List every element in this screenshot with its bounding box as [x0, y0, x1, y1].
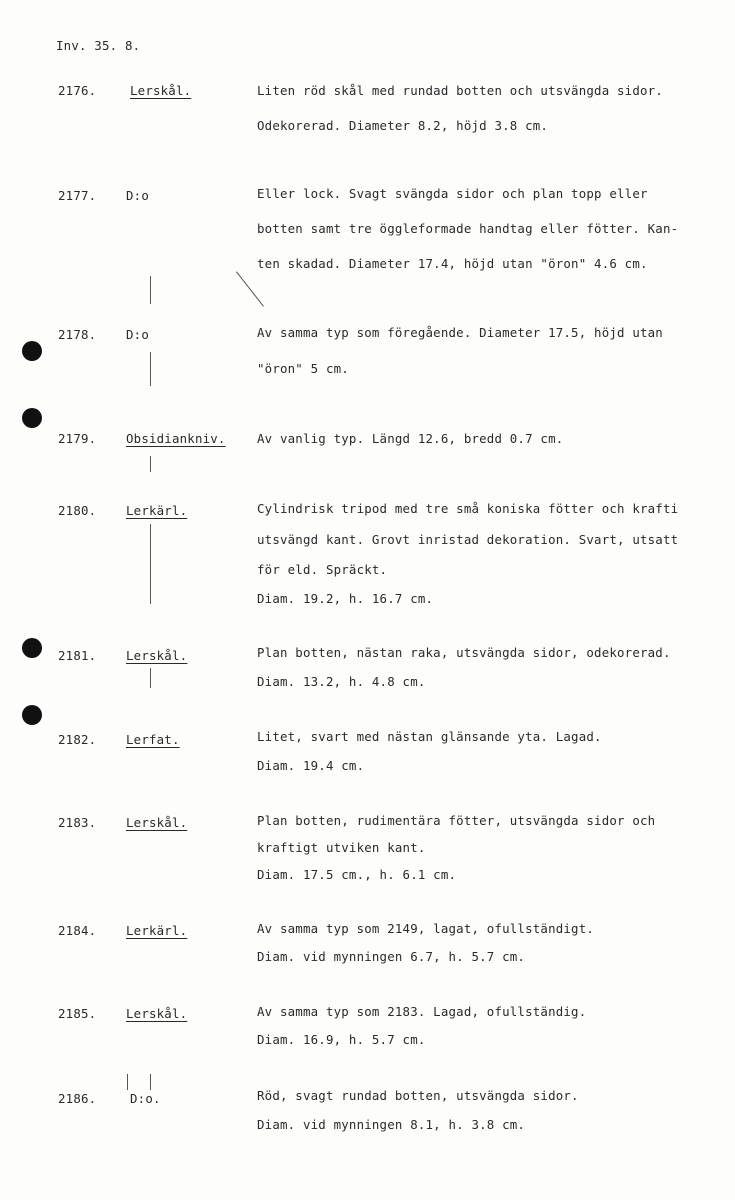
- entry-number: 2177.: [58, 188, 97, 203]
- entry-desc-line: Odekorerad. Diameter 8.2, höjd 3.8 cm.: [257, 118, 549, 133]
- entry-desc-line: kraftigt utviken kant.: [257, 840, 426, 855]
- entry-number: 2183.: [58, 815, 97, 830]
- pencil-mark: [150, 668, 151, 688]
- entry-desc-line: Plan botten, nästan raka, utsvängda sidor, odekorerad.: [257, 645, 671, 660]
- entry-name: D:o.: [130, 1091, 161, 1106]
- entry-number: 2182.: [58, 732, 97, 747]
- entry-number: 2179.: [58, 431, 97, 446]
- entry-desc-line: "öron" 5 cm.: [257, 361, 349, 376]
- punch-hole: [22, 341, 42, 361]
- entry-name: Lerskål.: [126, 648, 188, 663]
- entry-desc-line: Plan botten, rudimentära fötter, utsvängda sidor och: [257, 813, 656, 828]
- entry-name: Obsidiankniv.: [126, 431, 226, 446]
- entry-number: 2176.: [58, 83, 97, 98]
- pencil-mark: [127, 1074, 128, 1090]
- entry-desc-line: Diam. 17.5 cm., h. 6.1 cm.: [257, 867, 457, 882]
- entry-desc-line: botten samt tre öggleformade handtag eller fötter. Kan-: [257, 221, 679, 236]
- entry-desc-line: för eld. Spräckt.: [257, 562, 388, 577]
- entry-desc-line: Liten röd skål med rundad botten och utsvängda sidor.: [257, 83, 663, 98]
- pencil-mark: [236, 271, 264, 306]
- entry-number: 2185.: [58, 1006, 97, 1021]
- entry-desc-line: utsvängd kant. Grovt inristad dekoration. Svart, utsatt: [257, 532, 679, 547]
- punch-hole: [22, 638, 42, 658]
- entry-desc-line: Av samma typ som föregående. Diameter 17.5, höjd utan: [257, 325, 663, 340]
- entry-desc-line: Diam. vid mynningen 8.1, h. 3.8 cm.: [257, 1117, 526, 1132]
- punch-hole: [22, 408, 42, 428]
- entry-name: D:o: [126, 327, 149, 342]
- pencil-mark: [150, 524, 151, 604]
- pencil-mark: [150, 456, 151, 472]
- entry-number: 2181.: [58, 648, 97, 663]
- entry-desc-line: Diam. 16.9, h. 5.7 cm.: [257, 1032, 426, 1047]
- entry-desc-line: Av samma typ som 2149, lagat, ofullständigt.: [257, 921, 595, 936]
- entry-name: Lerskål.: [130, 83, 192, 98]
- entry-desc-line: Av samma typ som 2183. Lagad, ofullständig.: [257, 1004, 587, 1019]
- entry-desc-line: Röd, svagt rundad botten, utsvängda sidor.: [257, 1088, 579, 1103]
- entry-desc-line: Eller lock. Svagt svängda sidor och plan topp eller: [257, 186, 648, 201]
- entry-number: 2180.: [58, 503, 97, 518]
- entry-desc-line: Av vanlig typ. Längd 12.6, bredd 0.7 cm.: [257, 431, 564, 446]
- entry-name: Lerfat.: [126, 732, 180, 747]
- entry-name: D:o: [126, 188, 149, 203]
- entry-desc-line: ten skadad. Diameter 17.4, höjd utan "öron" 4.6 cm.: [257, 256, 648, 271]
- entry-number: 2184.: [58, 923, 97, 938]
- entry-name: Lerskål.: [126, 815, 188, 830]
- entry-desc-line: Diam. 19.2, h. 16.7 cm.: [257, 591, 434, 606]
- pencil-mark: [150, 352, 151, 386]
- inventory-header: Inv. 35. 8.: [56, 38, 141, 53]
- entry-number: 2178.: [58, 327, 97, 342]
- pencil-mark: [150, 276, 151, 304]
- entry-name: Lerkärl.: [126, 503, 188, 518]
- entry-name: Lerskål.: [126, 1006, 188, 1021]
- entry-desc-line: Diam. 19.4 cm.: [257, 758, 365, 773]
- entry-desc-line: Cylindrisk tripod med tre små koniska fötter och krafti: [257, 501, 679, 516]
- entry-desc-line: Litet, svart med nästan glänsande yta. Lagad.: [257, 729, 602, 744]
- entry-desc-line: Diam. 13.2, h. 4.8 cm.: [257, 674, 426, 689]
- entry-number: 2186.: [58, 1091, 97, 1106]
- entry-desc-line: Diam. vid mynningen 6.7, h. 5.7 cm.: [257, 949, 526, 964]
- punch-hole: [22, 705, 42, 725]
- pencil-mark: [150, 1074, 151, 1090]
- entry-name: Lerkärl.: [126, 923, 188, 938]
